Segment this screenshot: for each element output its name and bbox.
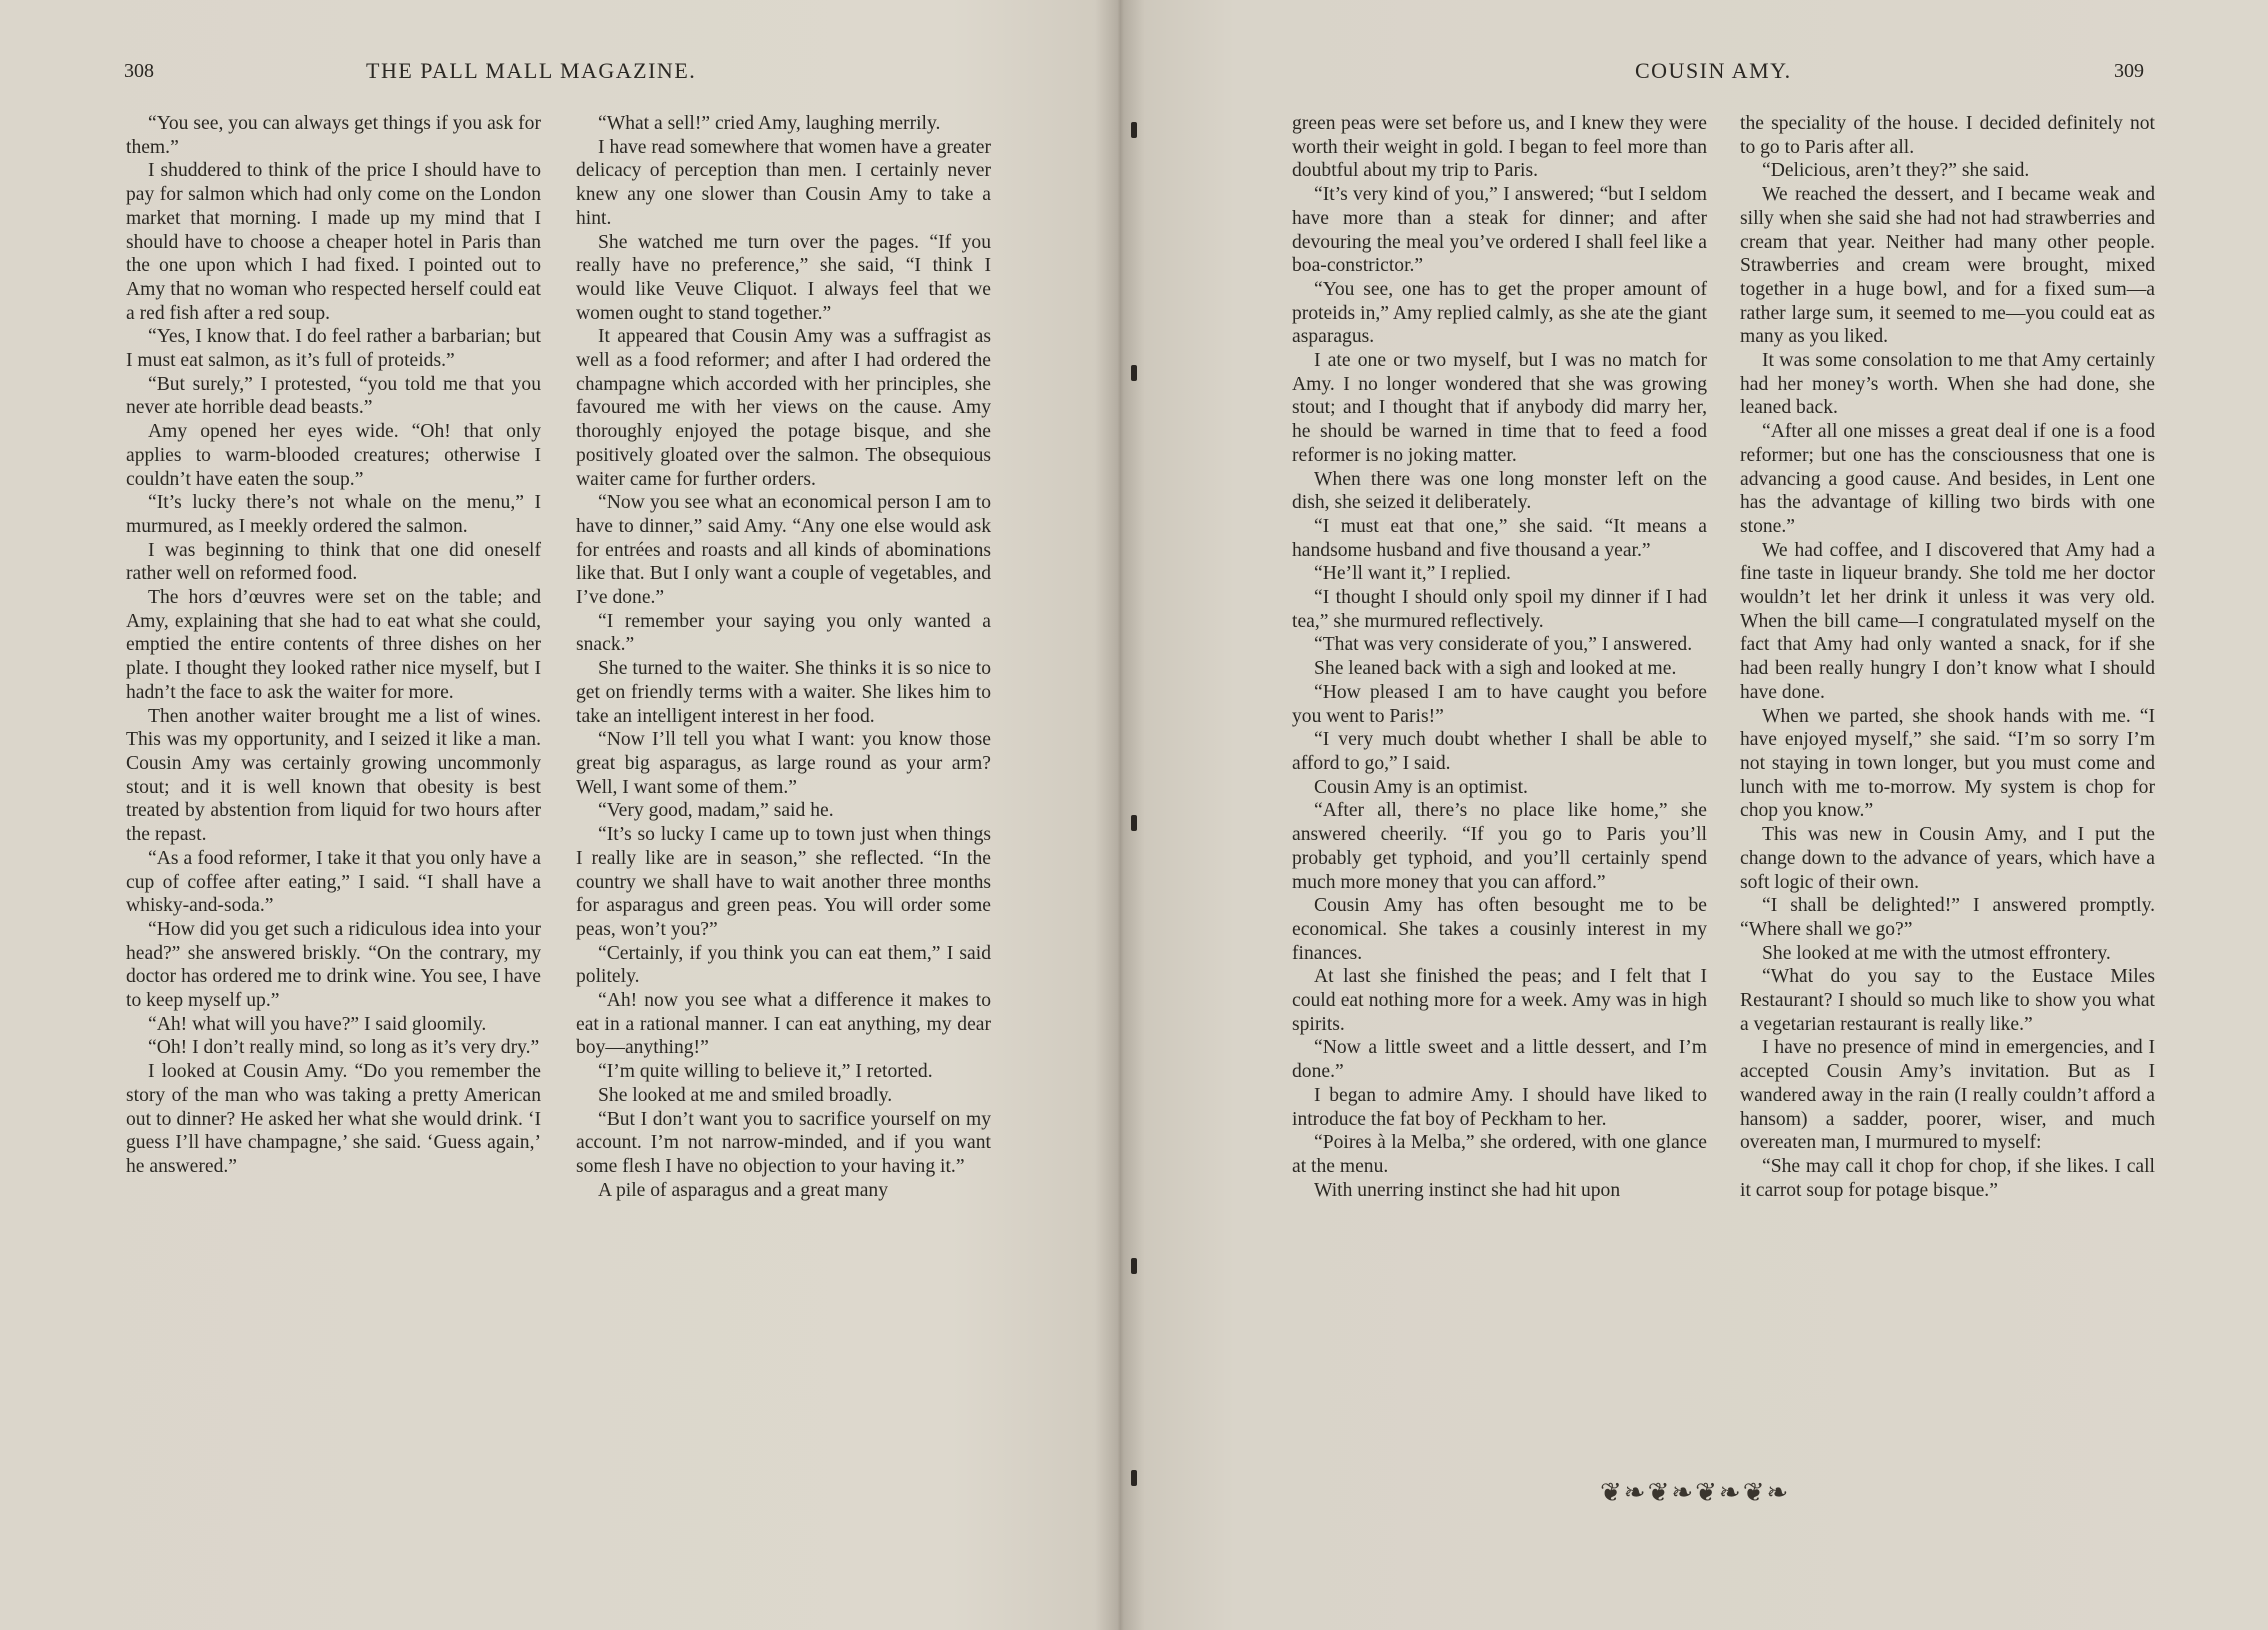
paragraph: “After all, there’s no place like home,” she answered cheerily. “If you go to Paris you’ll probably get typhoid, and you’ll certainly spend much more money that you can afford.” (1292, 800, 1707, 893)
paragraph: Amy opened her eyes wide. “Oh! that only applies to warm-blooded creatures; otherwise I couldn’t have eaten the soup.” (126, 421, 541, 490)
binding-stitch (1131, 122, 1137, 138)
paragraph: “Now I’ll tell you what I want: you know those great big asparagus, as large round as your arm? Well, I want some of them.” (576, 729, 991, 798)
paragraph: I ate one or two myself, but I was no match for Amy. I no longer wondered that she was growing stout; and I thought that if anybody did marry her, he should be warned in time that to feed a food reformer is no joking matter. (1292, 350, 1707, 466)
paragraph: Cousin Amy has often besought me to be economical. She takes a cousinly interest in my finances. (1292, 895, 1707, 964)
paragraph: I looked at Cousin Amy. “Do you remember the story of the man who was taking a pretty American out to dinner? He asked her what she would drink. ‘I guess I’ll have champagne,’ she said. ‘Guess again,’ he answered.” (126, 1061, 541, 1177)
paragraph: “Delicious, aren’t they?” she said. (1762, 160, 2030, 182)
right-column-2 (1740, 112, 2155, 1202)
paragraph: When we parted, she shook hands with me. “I have enjoyed myself,” she said. “I’m so sorry I’m not staying in town longer, but you must come and lunch with me to-morrow. My system is chop for chop you know.” (1740, 705, 2155, 822)
paragraph: Cousin Amy is an optimist. (1314, 776, 1528, 798)
paragraph: “But I don’t want you to sacrifice yourself on my account. I’m not narrow-minded, and if you want some flesh I have no objection to your having it.” (576, 1108, 991, 1177)
paragraph: “What a sell!” cried Amy, laughing merrily. (598, 113, 941, 134)
paragraph: “As a food reformer, I take it that you only have a cup of coffee after eating,” I said. “I shall have a whisky-and-soda.” (126, 847, 541, 917)
paragraph: “But surely,” I protested, “you told me that you never ate horrible dead beasts.” (126, 373, 541, 419)
paragraph: the speciality of the house. I decided definitely not to go to Paris after all. (1740, 113, 2155, 158)
paragraph: “Very good, madam,” said he. (598, 800, 834, 822)
paragraph: Then another waiter brought me a list of wines. This was my opportunity, and I seized it like a man. Cousin Amy was certainly growing uncommonly stout; and it is well known that obesity is best treated by abstention from liquid for two hours after the repast. (126, 705, 541, 846)
left-running-head: THE PALL MALL MAGAZINE. (366, 58, 697, 83)
paragraph: The hors d’œuvres were set on the table; and Amy, explaining that she had to eat what she could, emptied the entire contents of three dishes on her plate. I thought they looked rather nice myself, but I hadn’t the face to ask the waiter for more. (126, 587, 541, 703)
paragraph: “He’ll want it,” I replied. (1314, 563, 1511, 585)
right-page (1120, 0, 2268, 1630)
left-page-number: 308 (124, 60, 154, 82)
paragraph: “I must eat that one,” she said. “It means a handsome husband and five thousand a year.” (1292, 515, 1707, 561)
paragraph: “It’s so lucky I came up to town just when things I really like are in season,” she reflected. “In the country we shall have to wait another three months for asparagus and green peas. You will order some peas, won’t you?” (576, 824, 991, 940)
binding-stitch (1131, 815, 1137, 831)
paragraph: With unerring instinct she had hit upon (1314, 1179, 1621, 1201)
right-column-1 (1292, 112, 1707, 1202)
paragraph: A pile of asparagus and a great many (598, 1179, 888, 1201)
paragraph: I began to admire Amy. I should have liked to introduce the fat boy of Peckham to her. (1292, 1084, 1707, 1130)
paragraph: “Ah! now you see what a difference it makes to eat in a rational manner. I can eat anything, my dear boy—anything!” (576, 990, 991, 1059)
binding-stitch (1131, 1258, 1137, 1274)
paragraph: “I thought I should only spoil my dinner if I had tea,” she murmured reflectively. (1292, 587, 1707, 632)
paragraph: I have read somewhere that women have a greater delicacy of perception than men. I certainly never knew any one slower than Cousin Amy to take a hint. (576, 136, 991, 229)
paragraph: “It’s lucky there’s not whale on the menu,” I murmured, as I meekly ordered the salmon. (126, 492, 541, 537)
paragraph: I shuddered to think of the price I should have to pay for salmon which had only come on the London market that morning. I made up my mind that I should have to choose a cheaper hotel in Paris than the one upon which I had fixed. I pointed out to Amy that no woman who respected herself could eat a red fish after a red soup. (126, 160, 541, 324)
binding-stitch (1131, 365, 1137, 381)
paragraph: She looked at me and smiled broadly. (598, 1084, 893, 1106)
paragraph: “You see, you can always get things if you ask for them.” (126, 113, 541, 158)
left-column-1 (126, 112, 541, 1179)
paragraph: We reached the dessert, and I became weak and silly when she said she had not had strawberries and cream that year. Neither had many other people. Strawberries and cream were brought, mixed together in a huge bowl, and for a fixed sum—a rather large sum, it seemed to me—you could eat as many as you liked. (1740, 184, 2155, 348)
paragraph: “Ah! what will you have?” I said gloomily. (148, 1013, 487, 1035)
paragraph: It was some consolation to me that Amy certainly had her money’s worth. When she had done, she leaned back. (1740, 350, 2155, 419)
paragraph: “You see, one has to get the proper amount of proteids in,” Amy replied calmly, as she ate the giant asparagus. (1292, 278, 1707, 348)
paragraph: “After all one misses a great deal if one is a food reformer; but one has the consciousness that one is advancing a good cause. And besides, in Lent one has the advantage of killing two birds with one stone.” (1740, 421, 2155, 537)
paragraph: She looked at me with the utmost effrontery. (1762, 942, 2111, 964)
paragraph: “Oh! I don’t really mind, so long as it’s very dry.” (148, 1037, 540, 1059)
right-running-head: COUSIN AMY. (1635, 58, 1792, 83)
paragraph: “It’s very kind of you,” I answered; “but I seldom have more than a steak for dinner; and after devouring the meal you’ve ordered I shall feel like a boa-constrictor.” (1292, 184, 1707, 277)
paragraph: “Certainly, if you think you can eat them,” I said politely. (576, 942, 991, 988)
paragraph: At last she finished the peas; and I felt that I could eat nothing more for a week. Amy was in high spirits. (1292, 966, 1707, 1035)
paragraph: We had coffee, and I discovered that Amy had a fine taste in liqueur brandy. She told me her doctor wouldn’t let her drink it unless it was very old. When the bill came—I congratulated myself on the fact that Amy had only wanted a snack, for if she had been really hungry I don’t know what I should have done. (1740, 539, 2155, 703)
paragraph: She turned to the waiter. She thinks it is so nice to get on friendly terms with a waiter. She likes him to take an intelligent interest in her food. (576, 658, 991, 727)
paragraph: “She may call it chop for chop, if she likes. I call it carrot soup for potage bisque.” (1740, 1155, 2155, 1201)
paragraph: It appeared that Cousin Amy was a suffragist as well as a food reformer; and after I had ordered the champagne which accorded with her principles, she favoured me with her views on the cause. Amy thoroughly enjoyed the potage bisque, and she positively gloated over the salmon. The obsequious waiter came for further orders. (576, 326, 991, 490)
paragraph: I have no presence of mind in emergencies, and I accepted Cousin Amy’s invitation. But as I wandered away in the rain (I really couldn’t afford a hansom) a sadder, poorer, wiser, and much overeaten man, I murmured to myself: (1740, 1037, 2155, 1154)
paragraph: “How pleased I am to have caught you before you went to Paris!” (1292, 681, 1707, 727)
gutter-shadow (1095, 0, 1145, 1630)
paragraph: “I’m quite willing to believe it,” I retorted. (598, 1061, 933, 1083)
paragraph: She leaned back with a sigh and looked at me. (1314, 658, 1677, 680)
paragraph: “I very much doubt whether I shall be able to afford to go,” I said. (1292, 729, 1707, 774)
paragraph: “That was very considerate of you,” I answered. (1314, 634, 1693, 656)
paragraph: This was new in Cousin Amy, and I put the change down to the advance of years, which have a soft logic of their own. (1740, 824, 2155, 893)
left-page (0, 0, 1120, 1630)
paragraph: “Yes, I know that. I do feel rather a barbarian; but I must eat salmon, as it’s full of proteids.” (126, 326, 541, 372)
paragraph: “I remember your saying you only wanted a snack.” (576, 610, 991, 656)
paragraph: “What do you say to the Eustace Miles Restaurant? I should so much like to show you what a vegetarian restaurant is really like.” (1740, 966, 2155, 1035)
left-column-2 (576, 112, 991, 1202)
paragraph: “Now a little sweet and a little dessert, and I’m done.” (1292, 1037, 1707, 1083)
paragraph: green peas were set before us, and I knew they were worth their weight in gold. I began to feel more than doubtful about my trip to Paris. (1292, 113, 1707, 182)
paragraph: She watched me turn over the pages. “If you really have no preference,” she said, “I think I would like Veuve Cliquot. I always feel that we women ought to stand together.” (576, 231, 991, 324)
right-page-number: 309 (2114, 60, 2144, 82)
paragraph: “I shall be delighted!” I answered promptly. “Where shall we go?” (1740, 895, 2155, 940)
binding-stitch (1131, 1470, 1137, 1486)
paragraph: “Poires à la Melba,” she ordered, with one glance at the menu. (1292, 1132, 1707, 1177)
paragraph: I was beginning to think that one did oneself rather well on reformed food. (126, 539, 541, 585)
paragraph: “How did you get such a ridiculous idea into your head?” she answered briskly. “On the contrary, my doctor has ordered me to drink wine. You see, I have to keep myself up.” (126, 918, 541, 1012)
end-ornament: ❦❧❦❧❦❧❦❧ (1600, 1478, 1791, 1507)
paragraph: When there was one long monster left on the dish, she seized it deliberately. (1292, 468, 1707, 514)
paragraph: “Now you see what an economical person I am to have to dinner,” said Amy. “Any one else would ask for entrées and roasts and all kinds of abominations like that. But I only want a couple of vegetables, and I’ve done.” (576, 492, 991, 609)
